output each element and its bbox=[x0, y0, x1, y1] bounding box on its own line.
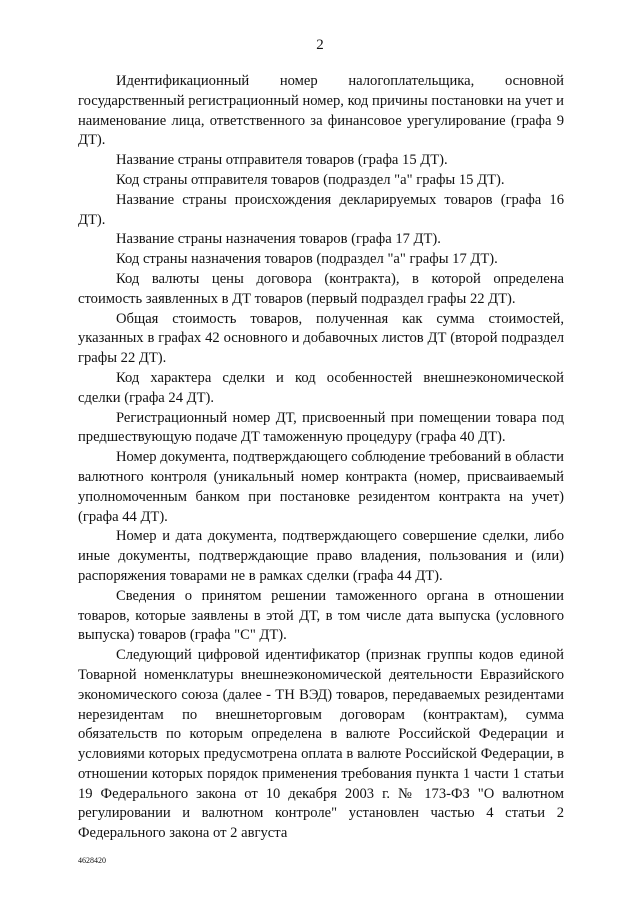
paragraph-contract-currency: Код валюты цены договора (контракта), в которой определена стоимость заявленных в ДТ товаров (первый подраздел графы 22 ДТ). bbox=[78, 270, 564, 307]
paragraph-deal-code: Код характера сделки и код особенностей внешнеэкономической сделки (графа 24 ДТ). bbox=[78, 369, 564, 406]
paragraph-taxpayer-id: Идентификационный номер налогоплательщика, основной государственный регистрационный номер, код причины постановки на учет и наименование лица, ответственного за финансовое урегулирование (графа 9 ДТ). bbox=[78, 73, 564, 149]
paragraph-customs-decision: Сведения о принятом решении таможенного органа в отношении товаров, которые заявлены в этой ДТ, в том числе дата выпуска (условного выпуска) товаров (графа "С" ДТ). bbox=[78, 587, 564, 644]
paragraph-sender-country-code: Код страны отправителя товаров (подраздел "а" графы 15 ДТ). bbox=[116, 171, 505, 188]
paragraph-destination-country-name: Название страны назначения товаров (графа 17 ДТ). bbox=[116, 231, 441, 248]
document-body bbox=[78, 72, 564, 844]
paragraph-sender-country-name: Название страны отправителя товаров (графа 15 ДТ). bbox=[116, 152, 448, 169]
paragraph-registration-number: Регистрационный номер ДТ, присвоенный при помещении товара под предшествующую подаче ДТ таможенную процедуру (графа 40 ДТ). bbox=[78, 409, 564, 446]
paragraph-destination-country-code: Код страны назначения товаров (подраздел "а" графы 17 ДТ). bbox=[116, 251, 498, 268]
paragraph-currency-control-document: Номер документа, подтверждающего соблюдение требований в области валютного контроля (уникальный номер контракта (номер, присваиваемый уполномоченным банком при постановке резидентом контракта на учет) (графа 44 ДТ). bbox=[78, 449, 564, 525]
paragraph-deal-document: Номер и дата документа, подтверждающего совершение сделки, либо иные документы, подтверждающие право владения, пользования и (или) распоряжения товарами не в рамках сделки (графа 44 ДТ). bbox=[78, 528, 564, 584]
document-code: 4628420 bbox=[78, 856, 106, 865]
page-number: 2 bbox=[316, 37, 324, 53]
paragraph-digital-identifier: Следующий цифровой идентификатор (признак группы кодов единой Товарной номенклатуры внешнеэкономической деятельности Евразийского экономического союза (далее - ТН ВЭД) товаров, передаваемых резидентами нерезидентам по внешнеторговым договорам (контрактам), сумма обязательств по которым определена в валюте Российской Федерации и условиями которых предусмотрена оплата в валюте Российской Федерации, в отношении которых порядок применения требования пункта 1 части 1 статьи 19 Федерального закона от 10 декабря 2003 г. № 173-ФЗ "О валютном регулировании и валютном контроле" установлен частью 4 статьи 2 Федерального закона от 2 августа bbox=[78, 647, 564, 842]
paragraph-total-value: Общая стоимость товаров, полученная как сумма стоимостей, указанных в графах 42 основного и добавочных листов ДТ (второй подраздел графы 22 ДТ). bbox=[78, 310, 564, 367]
paragraph-origin-country: Название страны происхождения декларируемых товаров (графа 16 ДТ). bbox=[78, 191, 564, 228]
